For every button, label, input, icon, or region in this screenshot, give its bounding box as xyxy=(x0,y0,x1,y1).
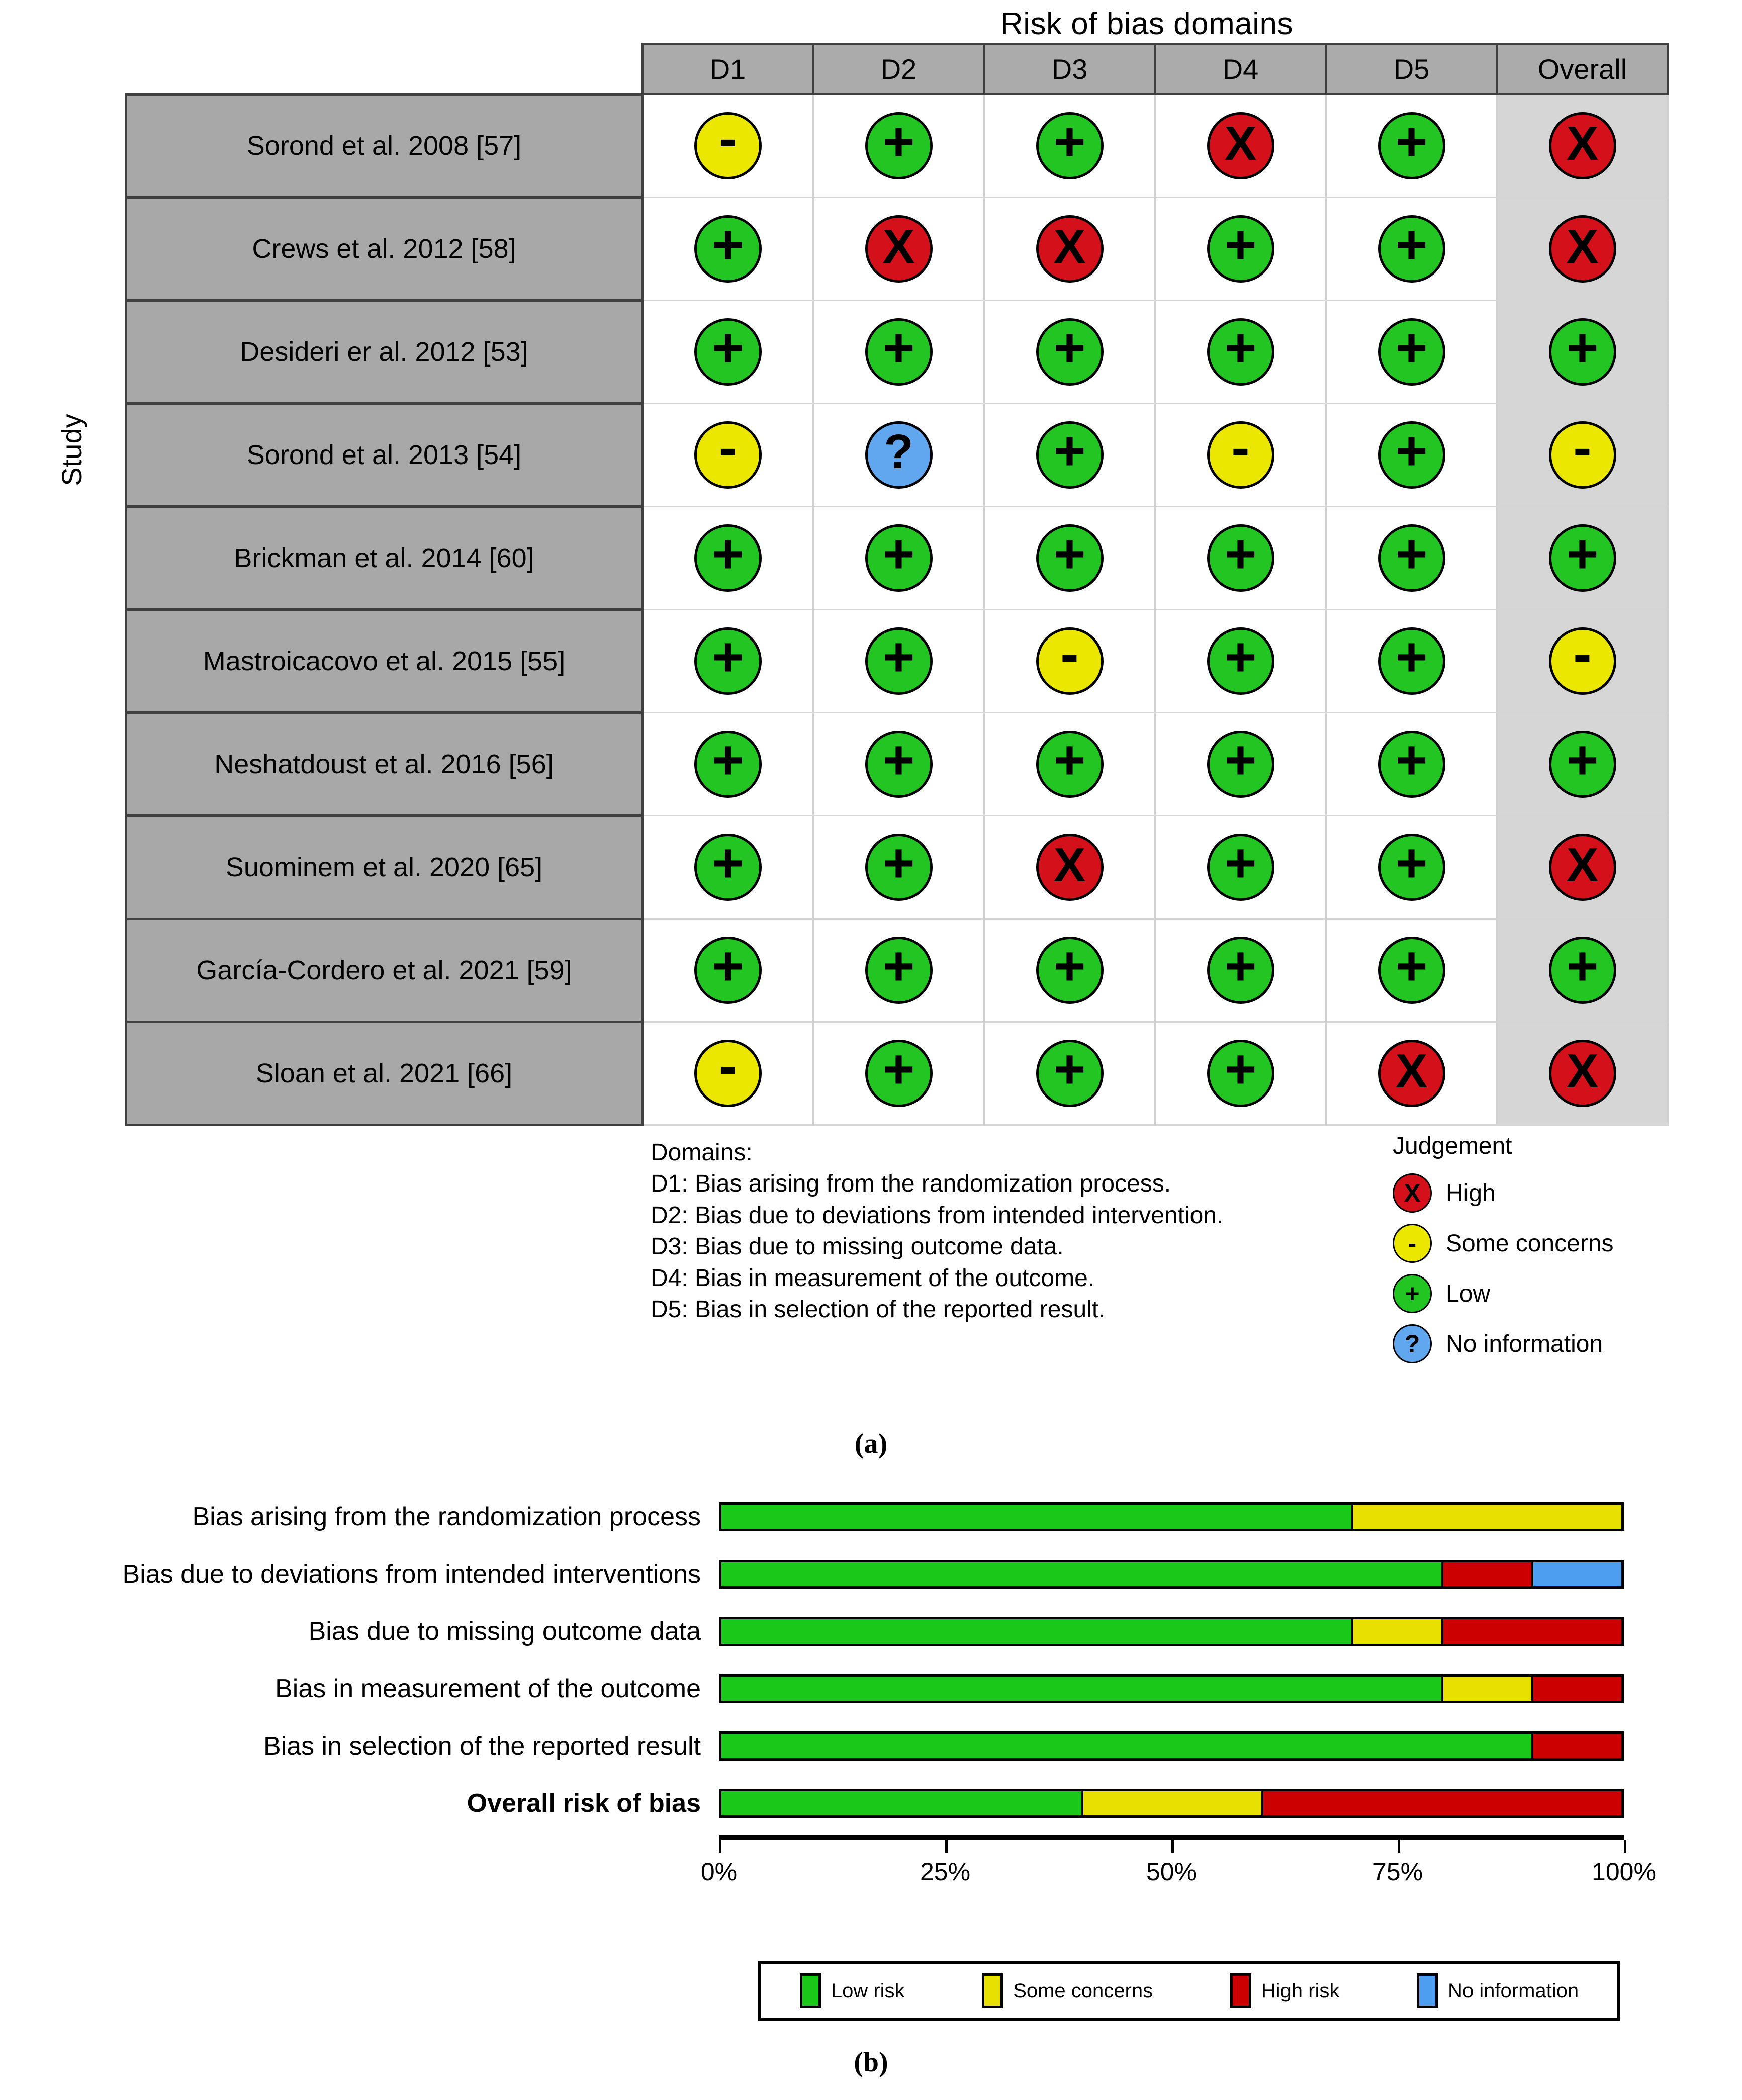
judgement-symbol: + xyxy=(882,728,915,791)
judgement-high-icon xyxy=(1549,1040,1616,1107)
column-header-d3: D3 xyxy=(984,44,1155,94)
judgement-low-icon xyxy=(865,834,933,901)
x-axis-tick-label: 50% xyxy=(1146,1858,1197,1886)
judgement-cell-d4 xyxy=(1155,300,1326,403)
judgement-symbol: + xyxy=(882,935,915,997)
judgement-low-icon xyxy=(1207,215,1274,283)
judgement-cell-overall xyxy=(1497,919,1668,1022)
bar-segment-none xyxy=(1531,1562,1621,1586)
panel-b-caption: (b) xyxy=(854,2047,888,2078)
judgement-cell-d3 xyxy=(984,300,1155,403)
judgement-low-icon xyxy=(1036,318,1104,386)
x-axis-tick xyxy=(1398,1840,1400,1853)
judgement-symbol: + xyxy=(1395,213,1428,276)
judgement-cell-overall xyxy=(1497,1022,1668,1125)
judgement-cell-d4 xyxy=(1155,94,1326,197)
judgement-symbol: + xyxy=(711,213,745,276)
judgement-low-icon xyxy=(1378,627,1445,695)
judgement-cell-d5 xyxy=(1326,506,1497,609)
judgement-symbol: - xyxy=(718,416,738,479)
judgement-low-icon xyxy=(694,937,762,1004)
judgement-cell-d5 xyxy=(1326,300,1497,403)
judgement-cell-d3 xyxy=(984,1022,1155,1125)
judgement-cell-d2 xyxy=(813,712,984,815)
x-axis-tick-label: 75% xyxy=(1372,1858,1423,1886)
judgement-cell-d1 xyxy=(643,94,813,197)
judgement-symbol: + xyxy=(1053,110,1086,172)
legend-swatch-none xyxy=(1417,1973,1438,2008)
judgement-high-icon xyxy=(1207,112,1274,179)
judgement-high-icon xyxy=(1549,834,1616,901)
judgement-low-icon xyxy=(1378,937,1445,1004)
judgement-cell-d4 xyxy=(1155,919,1326,1022)
bar-row xyxy=(0,1488,1742,1545)
column-header-overall: Overall xyxy=(1497,44,1668,94)
judgement-low-icon xyxy=(865,1040,933,1107)
bar-track xyxy=(719,1617,1624,1646)
legend-swatch-high xyxy=(1230,1973,1251,2008)
judgement-symbol: + xyxy=(1405,1280,1420,1308)
judgement-cell-d4 xyxy=(1155,712,1326,815)
judgement-cell-d3 xyxy=(984,815,1155,919)
judgement-legend-label: High xyxy=(1446,1179,1496,1207)
judgement-cell-d1 xyxy=(643,609,813,712)
study-name-cell: Sloan et al. 2021 [66] xyxy=(126,1022,643,1125)
bar-segment-some xyxy=(1081,1791,1261,1815)
judgement-symbol: + xyxy=(1053,1038,1086,1100)
judgement-symbol: - xyxy=(1060,622,1079,685)
judgement-symbol: + xyxy=(1224,213,1257,276)
risk-of-bias-title: Risk of bias domains xyxy=(1000,7,1294,41)
table-row xyxy=(126,815,1668,919)
judgement-some-icon xyxy=(694,107,762,179)
judgement-cell-d5 xyxy=(1326,609,1497,712)
column-header-d4: D4 xyxy=(1155,44,1326,94)
judgement-low-icon xyxy=(865,524,933,592)
judgement-symbol: - xyxy=(718,107,738,169)
bar-segment-low xyxy=(721,1562,1441,1586)
judgement-symbol: + xyxy=(882,316,915,379)
judgement-cell-d1 xyxy=(643,506,813,609)
judgement-low-icon xyxy=(1036,524,1104,592)
judgement-low-icon xyxy=(694,728,762,798)
judgement-symbol: + xyxy=(882,625,915,688)
judgement-cell-d1 xyxy=(643,1022,813,1125)
judgement-cell-d2 xyxy=(813,506,984,609)
stacked-bar-chart xyxy=(0,1488,1742,1832)
bar-row xyxy=(0,1660,1742,1717)
judgement-symbol: + xyxy=(882,832,915,894)
judgement-symbol: + xyxy=(1224,316,1257,379)
judgement-symbol: X xyxy=(1053,838,1086,892)
bar-legend-label: No information xyxy=(1448,1979,1579,2002)
judgement-cell-d3 xyxy=(984,94,1155,197)
judgement-legend-label: Some concerns xyxy=(1446,1230,1614,1257)
judgement-symbol: + xyxy=(1395,728,1428,791)
judgement-cell-d5 xyxy=(1326,815,1497,919)
judgement-low-icon xyxy=(1378,524,1445,592)
judgement-cell-d3 xyxy=(984,919,1155,1022)
judgement-cell-d2 xyxy=(813,94,984,197)
judgement-symbol: + xyxy=(1395,832,1428,894)
bar-segment-high xyxy=(1531,1677,1621,1701)
judgement-cell-d4 xyxy=(1155,506,1326,609)
bar-segment-low xyxy=(721,1734,1531,1758)
judgement-cell-d4 xyxy=(1155,1022,1326,1125)
study-axis-label: Study xyxy=(56,414,87,486)
bar-segment-low xyxy=(721,1791,1081,1815)
bar-track xyxy=(719,1502,1624,1531)
judgement-low-icon xyxy=(1036,1040,1104,1107)
study-name-cell: Brickman et al. 2014 [60] xyxy=(126,506,643,609)
bar-segment-some xyxy=(1351,1505,1621,1529)
judgement-symbol: + xyxy=(711,935,745,997)
judgement-symbol: + xyxy=(1224,832,1257,894)
judgement-low-icon xyxy=(694,318,762,386)
study-name-cell: Sorond et al. 2008 [57] xyxy=(126,94,643,197)
judgement-symbol: + xyxy=(882,110,915,172)
domain-legend-line: D1: Bias arising from the randomization process. xyxy=(651,1170,1171,1198)
table-header-row xyxy=(126,44,1668,94)
study-name-cell: Neshatdoust et al. 2016 [56] xyxy=(126,712,643,815)
bar-track xyxy=(719,1560,1624,1589)
judgement-low-icon xyxy=(1207,524,1274,592)
judgement-symbol: + xyxy=(711,625,745,688)
judgement-some-icon xyxy=(1393,1224,1432,1263)
x-axis-line xyxy=(719,1835,1624,1840)
judgement-symbol: X xyxy=(882,219,915,273)
judgement-symbol: X xyxy=(1224,116,1257,170)
table-row xyxy=(126,403,1668,506)
judgement-low-icon xyxy=(1036,728,1104,798)
domain-legend-line: D5: Bias in selection of the reported result. xyxy=(651,1296,1106,1323)
judgement-cell-d1 xyxy=(643,197,813,300)
column-header-d5: D5 xyxy=(1326,44,1497,94)
judgement-high-icon xyxy=(1036,215,1104,283)
judgement-low-icon xyxy=(1036,421,1104,489)
judgement-cell-d1 xyxy=(643,815,813,919)
judgement-some-icon xyxy=(1549,416,1616,489)
judgement-low-icon xyxy=(1393,1274,1432,1313)
study-name-cell: García-Cordero et al. 2021 [59] xyxy=(126,919,643,1022)
judgement-cell-overall xyxy=(1497,506,1668,609)
judgement-low-icon xyxy=(1378,834,1445,901)
judgement-low-icon xyxy=(694,834,762,901)
judgement-cell-overall xyxy=(1497,300,1668,403)
judgement-cell-overall xyxy=(1497,815,1668,919)
judgement-symbol: ? xyxy=(884,424,913,479)
judgement-high-icon xyxy=(865,215,933,283)
bar-legend-label: Some concerns xyxy=(1013,1979,1153,2002)
domain-legend-line: D2: Bias due to deviations from intended intervention. xyxy=(651,1202,1224,1229)
judgement-symbol: + xyxy=(1224,522,1257,585)
judgement-cell-d3 xyxy=(984,403,1155,506)
table-row xyxy=(126,1022,1668,1125)
domains-legend xyxy=(651,1137,1223,1325)
judgement-cell-d5 xyxy=(1326,712,1497,815)
judgement-low-icon xyxy=(1378,421,1445,489)
judgement-cell-d5 xyxy=(1326,403,1497,506)
judgement-cell-d2 xyxy=(813,403,984,506)
judgement-cell-d2 xyxy=(813,1022,984,1125)
judgement-cell-d1 xyxy=(643,919,813,1022)
judgement-low-icon xyxy=(1378,318,1445,386)
judgement-low-icon xyxy=(1378,112,1445,179)
judgement-low-icon xyxy=(1036,937,1104,1004)
bar-track xyxy=(719,1789,1624,1818)
x-axis-tick xyxy=(1171,1840,1174,1853)
judgement-cell-d4 xyxy=(1155,403,1326,506)
judgement-cell-d2 xyxy=(813,300,984,403)
x-axis-tick xyxy=(945,1840,948,1853)
judgement-legend-item-low xyxy=(1393,1268,1614,1319)
bar-track xyxy=(719,1731,1624,1761)
judgement-low-icon xyxy=(865,627,933,695)
judgement-symbol: - xyxy=(1573,622,1592,685)
judgement-symbol: - xyxy=(718,1035,738,1097)
judgement-legend-item-high xyxy=(1393,1168,1614,1218)
judgement-symbol: X xyxy=(1395,1044,1428,1098)
study-name-cell: Sorond et al. 2013 [54] xyxy=(126,403,643,506)
judgement-symbol: ? xyxy=(1404,1330,1420,1358)
judgement-symbol: X xyxy=(1566,116,1599,170)
bar-segment-high xyxy=(1531,1734,1621,1758)
judgement-cell-d1 xyxy=(643,300,813,403)
judgement-cell-d3 xyxy=(984,197,1155,300)
header-spacer xyxy=(126,44,643,94)
judgement-symbol: + xyxy=(1224,935,1257,997)
judgement-symbol: + xyxy=(1395,625,1428,688)
judgement-legend-item-some xyxy=(1393,1218,1614,1268)
judgement-low-icon xyxy=(1036,112,1104,179)
judgement-cell-d5 xyxy=(1326,1022,1497,1125)
bar-segment-high xyxy=(1441,1619,1621,1644)
judgement-cell-d1 xyxy=(643,403,813,506)
judgement-low-icon xyxy=(1207,728,1274,798)
judgement-low-icon xyxy=(1378,728,1445,798)
judgement-cell-d1 xyxy=(643,712,813,815)
judgement-high-icon xyxy=(1393,1173,1432,1213)
table-row xyxy=(126,712,1668,815)
judgement-cell-d2 xyxy=(813,609,984,712)
judgement-high-icon xyxy=(1036,834,1104,901)
judgement-symbol: + xyxy=(1566,316,1599,379)
judgement-symbol: + xyxy=(1053,316,1086,379)
bar-segment-low xyxy=(721,1505,1351,1529)
study-name-cell: Crews et al. 2012 [58] xyxy=(126,197,643,300)
judgement-legend xyxy=(1393,1132,1614,1369)
legend-swatch-some xyxy=(982,1973,1003,2008)
table-row xyxy=(126,506,1668,609)
study-name-cell: Suominem et al. 2020 [65] xyxy=(126,815,643,919)
judgement-symbol: X xyxy=(1566,1044,1599,1098)
judgement-low-icon xyxy=(1207,1040,1274,1107)
bar-chart-legend xyxy=(758,1961,1620,2021)
judgement-low-icon xyxy=(694,215,762,283)
judgement-cell-d3 xyxy=(984,712,1155,815)
domain-legend-line: D4: Bias in measurement of the outcome. xyxy=(651,1264,1095,1292)
bar-category-label: Bias due to missing outcome data xyxy=(308,1617,701,1646)
table-row xyxy=(126,94,1668,197)
bar-category-label: Bias in measurement of the outcome xyxy=(275,1674,701,1703)
x-axis-tick-label: 100% xyxy=(1592,1858,1656,1886)
judgement-legend-label: No information xyxy=(1446,1330,1603,1357)
bar-row xyxy=(0,1545,1742,1603)
bar-segment-some xyxy=(1351,1619,1441,1644)
judgement-legend-label: Low xyxy=(1446,1280,1491,1307)
judgement-symbol: + xyxy=(1224,1038,1257,1100)
judgement-symbol: X xyxy=(1566,838,1599,892)
judgement-symbol: + xyxy=(1053,935,1086,997)
judgement-symbol: X xyxy=(1566,219,1599,273)
bar-legend-label: High risk xyxy=(1261,1979,1340,2002)
judgement-cell-d4 xyxy=(1155,197,1326,300)
x-axis-tick xyxy=(719,1840,721,1853)
bar-row xyxy=(0,1775,1742,1832)
judgement-high-icon xyxy=(1549,112,1616,179)
risk-of-bias-table xyxy=(125,43,1669,1126)
judgement-cell-d5 xyxy=(1326,197,1497,300)
judgement-low-icon xyxy=(694,524,762,592)
judgement-symbol: X xyxy=(1404,1179,1421,1207)
judgement-high-icon xyxy=(1378,1040,1445,1107)
judgement-low-icon xyxy=(865,937,933,1004)
column-header-d1: D1 xyxy=(643,44,813,94)
table-row xyxy=(126,300,1668,403)
judgement-symbol: - xyxy=(1573,416,1592,479)
bar-category-label: Bias in selection of the reported result xyxy=(263,1731,701,1761)
judgement-symbol: + xyxy=(882,522,915,585)
judgement-symbol: + xyxy=(1053,419,1086,482)
panel-a-caption: (a) xyxy=(854,1428,888,1459)
judgement-some-icon xyxy=(694,416,762,489)
judgement-symbol: + xyxy=(1566,522,1599,585)
judgement-symbol: + xyxy=(1395,522,1428,585)
bar-legend-label: Low risk xyxy=(831,1979,905,2002)
judgement-symbol: - xyxy=(1408,1229,1417,1257)
bar-row xyxy=(0,1603,1742,1660)
column-header-d2: D2 xyxy=(813,44,984,94)
judgement-cell-d2 xyxy=(813,919,984,1022)
bar-track xyxy=(719,1674,1624,1703)
bar-row xyxy=(0,1717,1742,1775)
judgement-symbol: + xyxy=(1395,110,1428,172)
judgement-symbol: + xyxy=(711,316,745,379)
judgement-cell-d3 xyxy=(984,506,1155,609)
judgement-symbol: + xyxy=(1053,728,1086,791)
table-row xyxy=(126,609,1668,712)
bar-category-label: Overall risk of bias xyxy=(467,1789,701,1818)
study-name-cell: Desideri er al. 2012 [53] xyxy=(126,300,643,403)
judgement-cell-d5 xyxy=(1326,94,1497,197)
judgement-cell-d2 xyxy=(813,815,984,919)
domains-legend-heading: Domains: xyxy=(651,1139,753,1166)
judgement-cell-d4 xyxy=(1155,815,1326,919)
judgement-symbol: + xyxy=(1566,728,1599,791)
bar-segment-high xyxy=(1441,1562,1531,1586)
judgement-cell-d4 xyxy=(1155,609,1326,712)
bar-segment-high xyxy=(1261,1791,1621,1815)
judgement-cell-overall xyxy=(1497,403,1668,506)
judgement-low-icon xyxy=(1549,937,1616,1004)
bar-segment-some xyxy=(1441,1677,1531,1701)
study-name-cell: Mastroicacovo et al. 2015 [55] xyxy=(126,609,643,712)
judgement-some-icon xyxy=(1207,416,1274,489)
table-row xyxy=(126,197,1668,300)
judgement-low-icon xyxy=(1207,834,1274,901)
judgement-cell-overall xyxy=(1497,609,1668,712)
judgement-symbol: + xyxy=(1395,419,1428,482)
domain-legend-line: D3: Bias due to missing outcome data. xyxy=(651,1233,1064,1260)
legend-swatch-low xyxy=(800,1973,821,2008)
judgement-some-icon xyxy=(694,1035,762,1107)
judgement-some-icon xyxy=(1036,622,1104,695)
bar-segment-low xyxy=(721,1619,1351,1644)
judgement-symbol: + xyxy=(1224,625,1257,688)
judgement-legend-title: Judgement xyxy=(1393,1133,1512,1159)
judgement-none-icon xyxy=(1393,1324,1432,1363)
judgement-some-icon xyxy=(1549,622,1616,695)
judgement-cell-overall xyxy=(1497,197,1668,300)
judgement-symbol: + xyxy=(1395,935,1428,997)
judgement-symbol: - xyxy=(1231,416,1250,479)
table-row xyxy=(126,919,1668,1022)
judgement-low-icon xyxy=(1207,318,1274,386)
judgement-symbol: + xyxy=(882,1038,915,1100)
judgement-symbol: X xyxy=(1053,219,1086,273)
judgement-cell-d5 xyxy=(1326,919,1497,1022)
judgement-none-icon xyxy=(865,421,933,489)
bar-segment-low xyxy=(721,1677,1441,1701)
judgement-symbol: + xyxy=(1395,316,1428,379)
x-axis-tick-label: 0% xyxy=(700,1858,738,1886)
judgement-low-icon xyxy=(1207,627,1274,695)
x-axis-tick-label: 25% xyxy=(920,1858,971,1886)
judgement-legend-item-none xyxy=(1393,1319,1614,1369)
bar-category-label: Bias arising from the randomization process xyxy=(192,1502,701,1531)
judgement-low-icon xyxy=(1549,728,1616,798)
judgement-low-icon xyxy=(865,318,933,386)
bar-legend-item-none xyxy=(1417,1973,1579,2008)
judgement-cell-d2 xyxy=(813,197,984,300)
bar-legend-item-some xyxy=(982,1973,1153,2008)
judgement-symbol: + xyxy=(1566,935,1599,997)
judgement-symbol: + xyxy=(711,832,745,894)
judgement-symbol: + xyxy=(711,522,745,585)
judgement-low-icon xyxy=(694,627,762,695)
judgement-low-icon xyxy=(865,728,933,798)
judgement-cell-d3 xyxy=(984,609,1155,712)
x-axis-tick xyxy=(1624,1840,1626,1853)
judgement-symbol: + xyxy=(1053,522,1086,585)
judgement-symbol: + xyxy=(1224,728,1257,791)
judgement-symbol: + xyxy=(711,728,745,791)
judgement-cell-overall xyxy=(1497,712,1668,815)
judgement-low-icon xyxy=(1207,937,1274,1004)
judgement-cell-overall xyxy=(1497,94,1668,197)
judgement-high-icon xyxy=(1549,215,1616,283)
judgement-low-icon xyxy=(1378,215,1445,283)
bar-category-label: Bias due to deviations from intended interventions xyxy=(122,1560,701,1589)
judgement-low-icon xyxy=(1549,524,1616,592)
bar-legend-item-low xyxy=(800,1973,905,2008)
bar-legend-item-high xyxy=(1230,1973,1340,2008)
judgement-low-icon xyxy=(865,112,933,179)
judgement-low-icon xyxy=(1549,318,1616,386)
